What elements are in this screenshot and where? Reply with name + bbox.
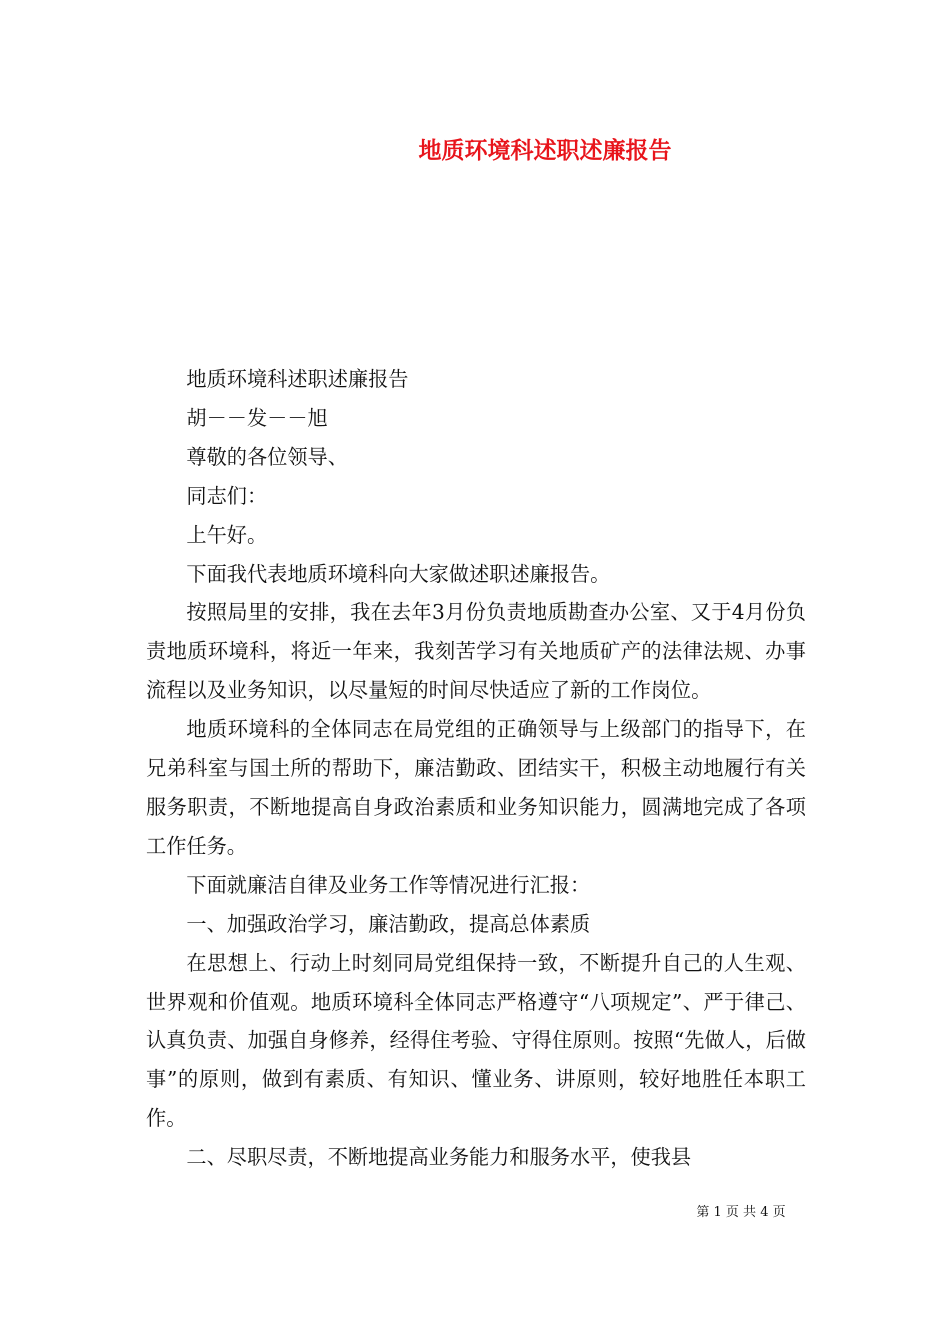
body-paragraph: 地质环境科的全体同志在局党组的正确领导与上级部门的指导下，在兄弟科室与国土所的帮助下，廉洁勤政、团结实干，积极主动地履行有关服务职责，不断地提高自身政治素质和业务知识能力，圆满地完成了各项工作任务。 [146, 717, 806, 858]
salutation-line-2: 同志们： [186, 483, 268, 508]
body-paragraph: 在思想上、行动上时刻同局党组保持一致，不断提升自己的人生观、世界观和价值观。地质环境科全体同志严格遵守“八项规定”、严于律己、认真负责、加强自身修养，经得住考验、守得住原则。按照“先做人，后做事”的原则，做到有素质、有知识、懂业务、讲原则，较好地胜任本职工作。 [146, 950, 806, 1131]
author-name: 胡－－发－－旭 [186, 405, 328, 430]
page-footer: 第 1 页 共 4 页 [696, 1205, 786, 1220]
document-title: 地质环境科述职述廉报告 [418, 137, 672, 164]
intro-paragraph: 下面我代表地质环境科向大家做述职述廉报告。 [186, 561, 611, 586]
section-heading: 二、尽职尽责，不断地提高业务能力和服务水平，使我县 [186, 1145, 692, 1170]
greeting: 上午好。 [186, 522, 268, 547]
section-heading: 一、加强政治学习，廉洁勤政，提高总体素质 [186, 911, 591, 936]
salutation-line-1: 尊敬的各位领导、 [186, 444, 348, 469]
body-paragraph: 下面就廉洁自律及业务工作等情况进行汇报： [186, 872, 591, 897]
report-heading: 地质环境科述职述廉报告 [186, 367, 409, 391]
document-body [146, 360, 806, 1177]
body-paragraph: 按照局里的安排，我在去年3月份负责地质勘查办公室、又于4月份负责地质环境科，将近一年来，我刻苦学习有关地质矿产的法律法规、办事流程以及业务知识，以尽量短的时间尽快适应了新的工作岗位。 [146, 600, 806, 703]
